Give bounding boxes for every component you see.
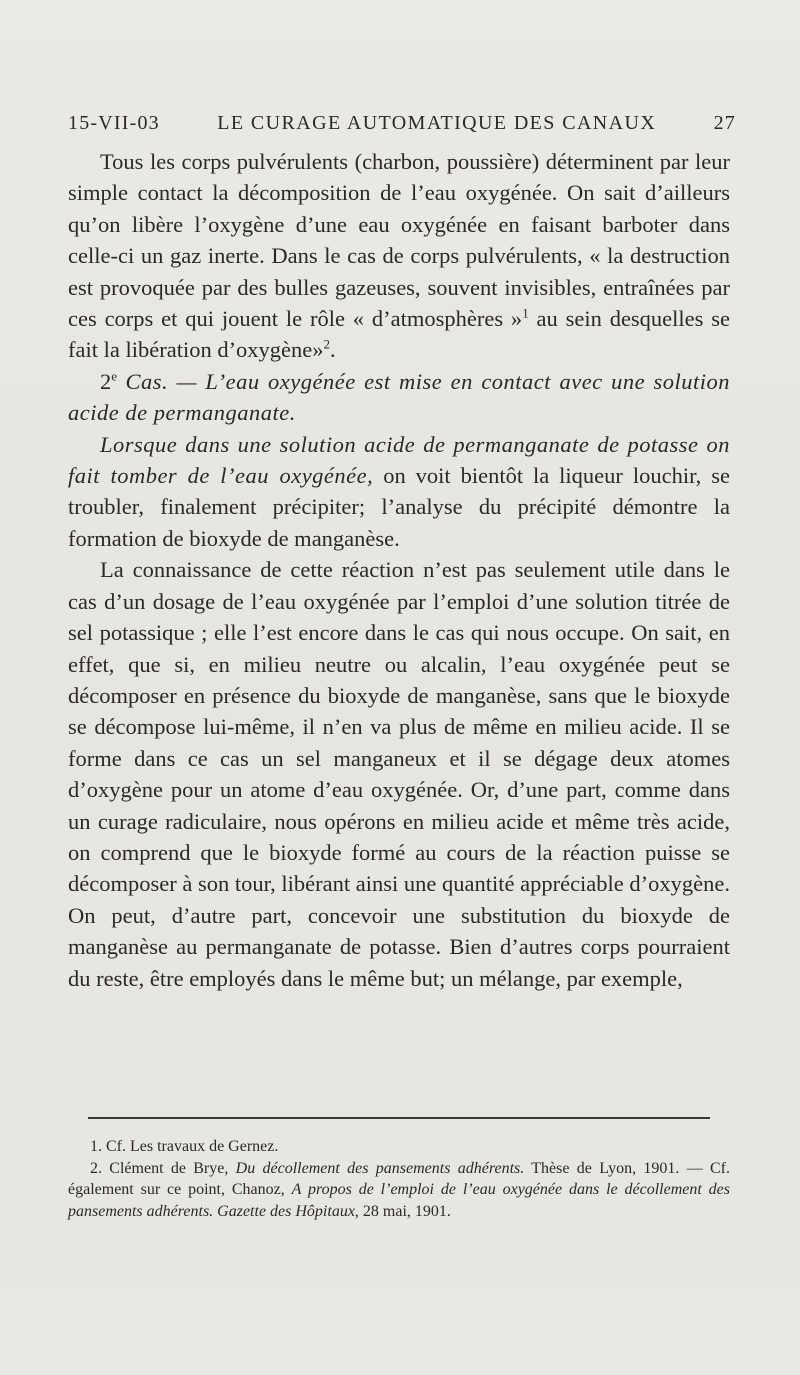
footnote-ref-1: 1: [522, 305, 529, 321]
section-heading: [68, 366, 730, 429]
paragraph-3-text: on voit bientôt la liqueur louchir, se troubler, finalement précipiter; l’analyse du précipité démontre la formation de bioxyde de manganèse.: [68, 463, 730, 551]
paragraph-1: [68, 146, 730, 366]
footnote-divider: [88, 1117, 710, 1119]
section-number: 2: [100, 368, 112, 394]
footnotes: [68, 1136, 730, 1222]
footnote-2-thesis: Thèse de Lyon, 1901. — Cf. également sur ce point, Chanoz,: [68, 1159, 731, 1198]
footnote-2-author: 2. Clément de Brye,: [90, 1159, 236, 1177]
paragraph-3: [68, 429, 730, 555]
paragraph-4-text: La connaissance de cette réaction n’est pas seulement utile dans le cas d’un dosage de l’eau oxygénée par l’emploi d’une solution titrée de sel potassique ; elle l’est encore dans le cas qui nous occupe. On sait, en effet, que si, en milieu neutre ou alcalin, l’eau oxygénée peut se décomposer en présence du bioxyde de manganèse, sans que le bioxyde se décompose lui-même, il n’en va plus de même en milieu acide. Il se forme dans ce cas un sel manganeux et il se dégage deux atomes d’oxygène pour un atome d’eau oxygénée. Or, d’une part, comme dans un curage radiculaire, nous opérons en milieu acide et même très acide, on comprend que le bioxyde formé au cours de la réaction puisse se décomposer à son tour, libérant ainsi une quantité appréciable d’oxygène. On peut, d’autre part, concevoir une substitution du bioxyde de manganèse au permanganate de potasse. Bien d’autres corps pourraient du reste, être employés dans le même but; un mélange, par exemple,: [68, 557, 730, 991]
paragraph-1-end: .: [330, 337, 336, 363]
footnote-2: [68, 1158, 730, 1223]
footnote-2-work: Du décollement des pansements adhérents.: [235, 1159, 525, 1177]
page-number: 27: [713, 112, 736, 134]
header-title: LE CURAGE AUTOMATIQUE DES CANAUX: [217, 112, 657, 134]
section-number-sup: e: [111, 368, 118, 384]
paragraph-1-text: Tous les corps pulvérulents (charbon, poussière) déterminent par leur simple contact la décomposition de l’eau oxygénée. On sait d’ailleurs qu’on libère l’oxygène d’une eau oxygénée en faisant barboter dans celle-ci un gaz inerte. Dans le cas de corps pulvérulents, « la destruction est provoquée par des bulles gazeuses, souvent invisibles, entraînées par ces corps et qui jouent le rôle « d’atmosphères »: [68, 149, 730, 332]
paragraph-3-italic: Lorsque dans une solution acide de permanganate de potasse on fait tomber de l’eau oxygénée,: [68, 431, 730, 489]
header-date: 15-VII-03: [68, 112, 160, 134]
footnote-1: 1. Cf. Les travaux de Gernez.: [90, 1138, 279, 1155]
main-text: [68, 146, 730, 994]
section-heading-text: Cas. — L’eau oxygénée est mise en contact avec une solution acide de permanganate.: [68, 368, 730, 426]
footnote-ref-2: 2: [323, 336, 331, 352]
footnote-2-article: A propos de l’emploi de l’eau oxygénée dans le décollement des pansements adhérents. Gazette des Hôpitaux,: [68, 1181, 730, 1220]
footnote-2-date: 28 mai, 1901.: [358, 1202, 451, 1220]
paragraph-1-mid: au sein desquelles se fait la libération d’oxygène»: [68, 306, 730, 363]
running-header: [68, 112, 736, 135]
paragraph-4: [68, 554, 730, 994]
